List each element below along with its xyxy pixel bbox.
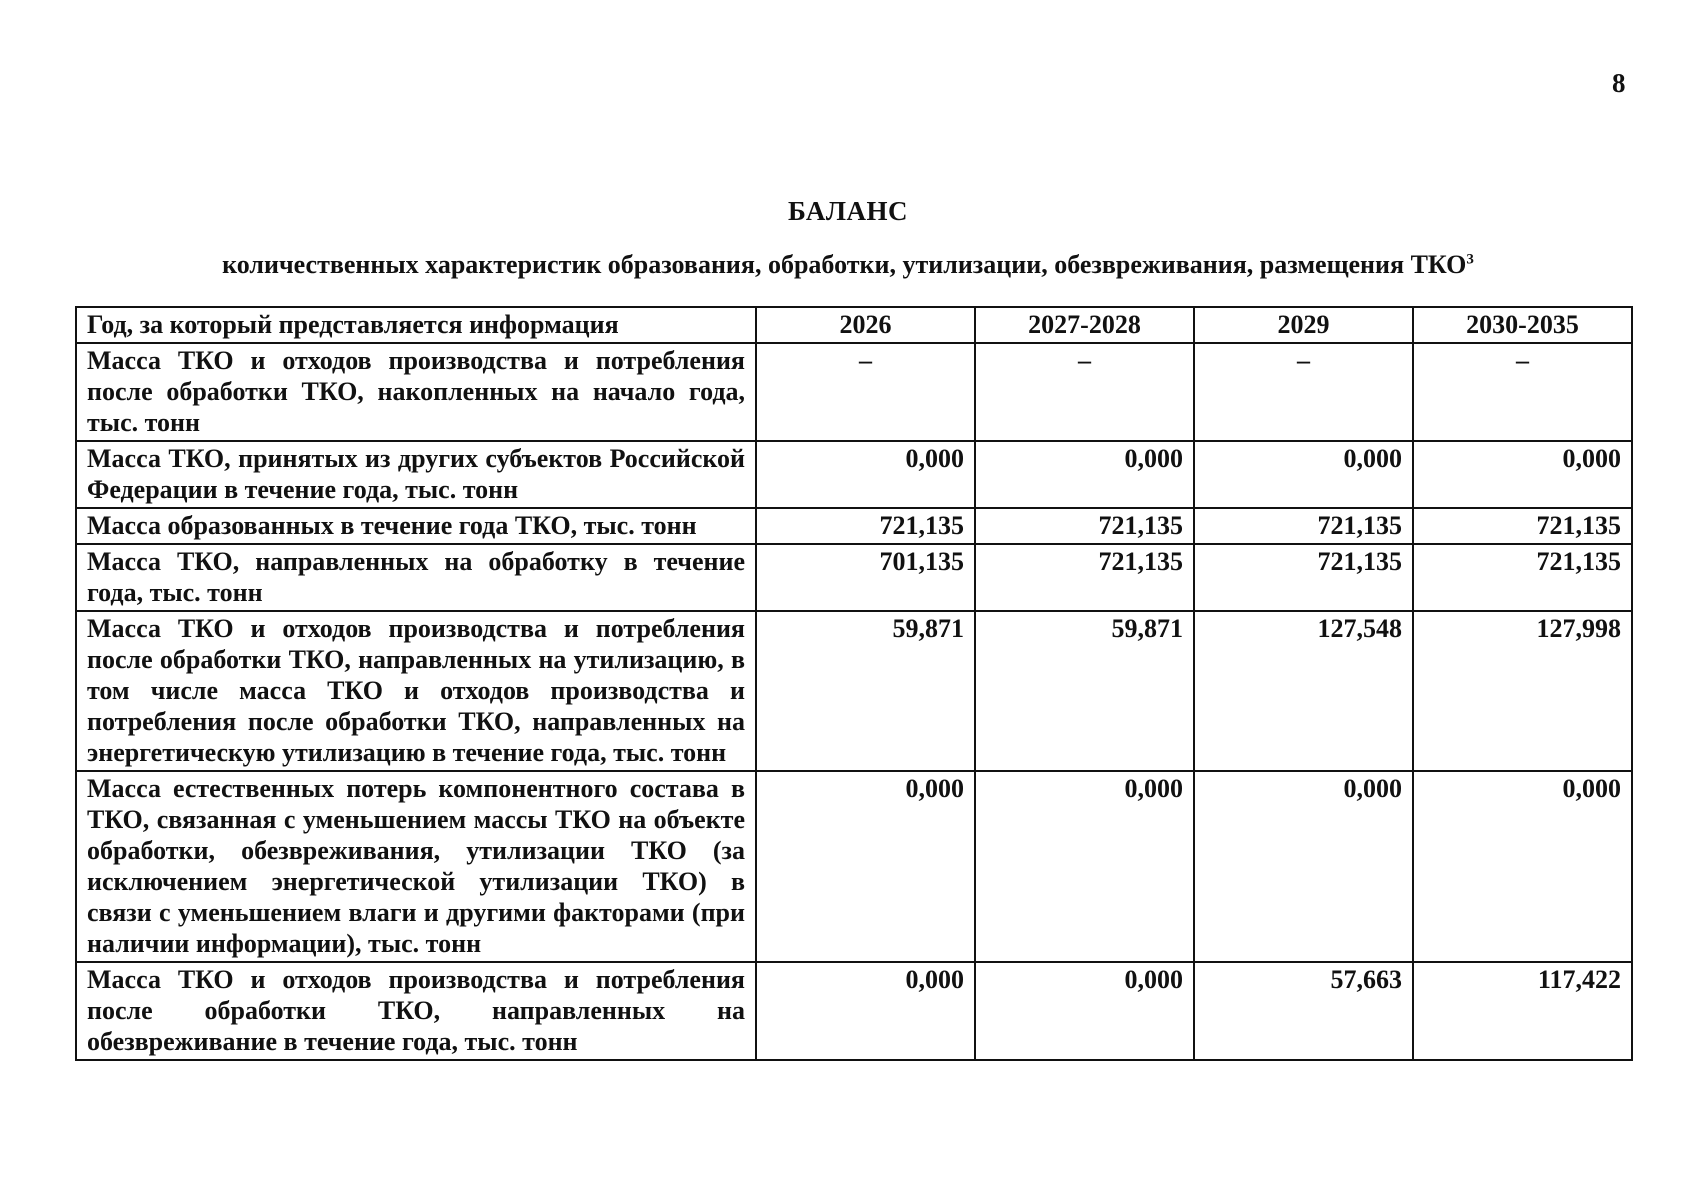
row-value: 0,000 <box>975 771 1194 962</box>
table-row <box>76 343 1632 441</box>
table-row <box>76 962 1632 1060</box>
row-label: Масса образованных в течение года ТКО, тыс. тонн <box>76 508 756 544</box>
row-value: 721,135 <box>756 508 975 544</box>
table-row <box>76 771 1632 962</box>
subtitle-text: количественных характеристик образования, обработки, утилизации, обезвреживания, размещения ТКО <box>222 250 1467 279</box>
row-label: Масса ТКО и отходов производства и потребления после обработки ТКО, направленных на утилизацию, в том числе масса ТКО и отходов производства и потребления после обработки ТКО, направленных на энергетическую утилизацию в течение года, тыс. тонн <box>76 611 756 771</box>
row-value: 59,871 <box>975 611 1194 771</box>
footnote-mark: 3 <box>1466 251 1474 268</box>
row-value: 0,000 <box>975 962 1194 1060</box>
row-value: 0,000 <box>1413 771 1632 962</box>
table-row <box>76 508 1632 544</box>
row-value: 0,000 <box>1194 771 1413 962</box>
row-label: Масса ТКО, принятых из других субъектов Российской Федерации в течение года, тыс. тонн <box>76 441 756 508</box>
row-value: 59,871 <box>756 611 975 771</box>
row-value: 0,000 <box>756 962 975 1060</box>
table-header-row <box>76 307 1632 343</box>
row-value: 57,663 <box>1194 962 1413 1060</box>
row-value: – <box>1413 343 1632 441</box>
balance-table <box>75 306 1633 1061</box>
row-value: 127,548 <box>1194 611 1413 771</box>
row-value: – <box>975 343 1194 441</box>
page-number: 8 <box>1612 68 1626 98</box>
row-value: 721,135 <box>975 544 1194 611</box>
header-year: 2026 <box>756 307 975 343</box>
row-value: 701,135 <box>756 544 975 611</box>
row-value: 0,000 <box>1413 441 1632 508</box>
row-label: Масса ТКО, направленных на обработку в течение года, тыс. тонн <box>76 544 756 611</box>
row-value: 117,422 <box>1413 962 1632 1060</box>
document-title: БАЛАНС <box>787 196 909 226</box>
row-value: 0,000 <box>1194 441 1413 508</box>
table-row <box>76 441 1632 508</box>
table-row <box>76 611 1632 771</box>
row-value: – <box>756 343 975 441</box>
row-value: 0,000 <box>756 771 975 962</box>
row-value: 0,000 <box>975 441 1194 508</box>
header-year: 2029 <box>1194 307 1413 343</box>
header-year: 2027-2028 <box>975 307 1194 343</box>
document-subtitle <box>0 250 1696 280</box>
row-value: 721,135 <box>1413 508 1632 544</box>
header-label: Год, за который представляется информация <box>76 307 756 343</box>
row-label: Масса естественных потерь компонентного состава в ТКО, связанная с уменьшением массы ТКО на объекте обработки, обезвреживания, утилизации ТКО (за исключением энергетической утилизации ТКО) в связи с уменьшением влаги и другими факторами (при наличии информации), тыс. тонн <box>76 771 756 962</box>
row-label: Масса ТКО и отходов производства и потребления после обработки ТКО, накопленных на начало года, тыс. тонн <box>76 343 756 441</box>
row-value: 721,135 <box>1194 508 1413 544</box>
row-label: Масса ТКО и отходов производства и потребления после обработки ТКО, направленных на обезвреживание в течение года, тыс. тонн <box>76 962 756 1060</box>
row-value: 721,135 <box>1194 544 1413 611</box>
row-value: – <box>1194 343 1413 441</box>
header-year: 2030-2035 <box>1413 307 1632 343</box>
row-value: 721,135 <box>975 508 1194 544</box>
row-value: 721,135 <box>1413 544 1632 611</box>
row-value: 127,998 <box>1413 611 1632 771</box>
table-row <box>76 544 1632 611</box>
row-value: 0,000 <box>756 441 975 508</box>
